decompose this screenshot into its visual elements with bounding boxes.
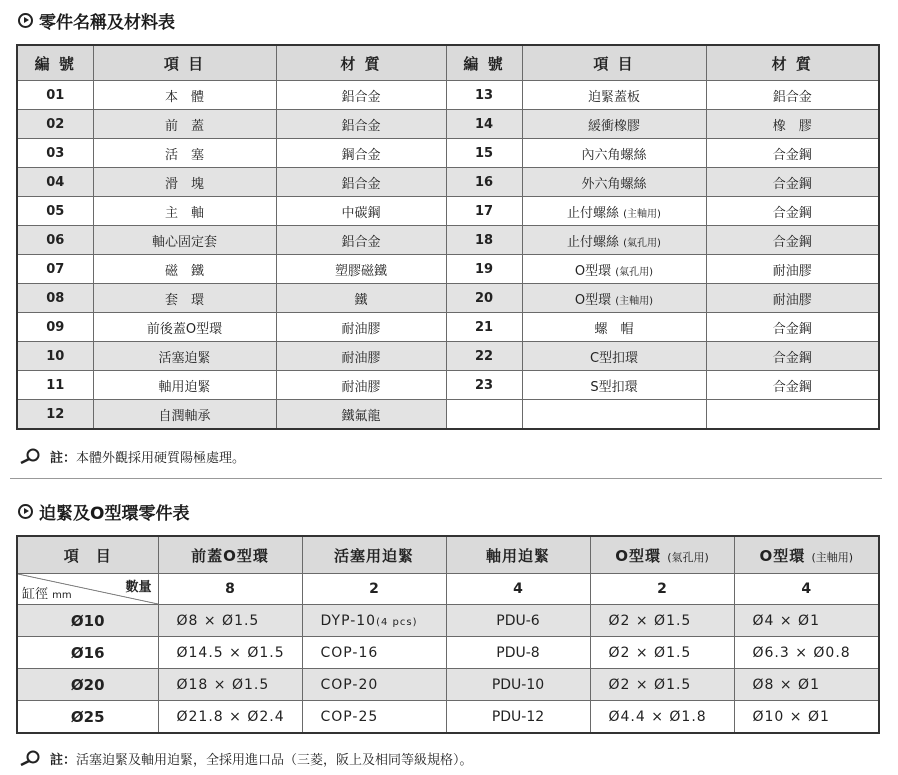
table-header-row: [17, 536, 879, 574]
part-item: 外六角螺絲: [522, 168, 706, 197]
part-material: 耐油膠: [706, 255, 879, 284]
part-material: 耐油膠: [706, 284, 879, 313]
spec-cell: PDU-8: [446, 637, 590, 669]
header-material-left: 材 質: [276, 45, 446, 81]
part-item: 自潤軸承: [93, 400, 276, 430]
quantity-cell: 2: [302, 574, 446, 605]
part-item: O型環 (主軸用): [522, 284, 706, 313]
part-item: C型扣環: [522, 342, 706, 371]
part-material: 合金鋼: [706, 313, 879, 342]
table-row: [17, 669, 879, 701]
part-item: 前後蓋O型環: [93, 313, 276, 342]
empty-cell: [446, 400, 522, 430]
part-material: 鋁合金: [276, 168, 446, 197]
part-material: 合金鋼: [706, 226, 879, 255]
spec-cell: Ø2 × Ø1.5: [590, 669, 734, 701]
spec-cell: COP-20: [302, 669, 446, 701]
part-number: 10: [17, 342, 93, 371]
quantity-cell: 4: [734, 574, 879, 605]
empty-cell: [522, 400, 706, 430]
part-item: 活塞迫緊: [93, 342, 276, 371]
magnifier-icon: [18, 750, 42, 766]
diag-quantity-label: 數量: [125, 580, 152, 595]
part-item: 活 塞: [93, 139, 276, 168]
header-col-3: 軸用迫緊: [446, 536, 590, 574]
part-material: 中碳鋼: [276, 197, 446, 226]
part-number: 08: [17, 284, 93, 313]
part-number: 11: [17, 371, 93, 400]
part-material: 鐵氟龍: [276, 400, 446, 430]
part-material: 鋼合金: [276, 139, 446, 168]
spec-cell: Ø4.4 × Ø1.8: [590, 701, 734, 734]
part-number: 02: [17, 110, 93, 139]
part-item: 主 軸: [93, 197, 276, 226]
table-row: [17, 110, 879, 139]
spec-cell: Ø2 × Ø1.5: [590, 637, 734, 669]
part-item: 內六角螺絲: [522, 139, 706, 168]
spec-cell: Ø21.8 × Ø2.4: [158, 701, 302, 734]
part-material: 合金鋼: [706, 342, 879, 371]
spec-cell: Ø6.3 × Ø0.8: [734, 637, 879, 669]
diagonal-header-cell: [17, 574, 158, 605]
part-item: 螺 帽: [522, 313, 706, 342]
part-item: 止付螺絲 (主軸用): [522, 197, 706, 226]
part-material: 合金鋼: [706, 197, 879, 226]
spec-cell: Ø8 × Ø1: [734, 669, 879, 701]
header-col-5: O型環 (主軸用): [734, 536, 879, 574]
part-material: 耐油膠: [276, 313, 446, 342]
part-item: 緩衝橡膠: [522, 110, 706, 139]
part-material: 橡 膠: [706, 110, 879, 139]
part-number: 21: [446, 313, 522, 342]
table-row: [17, 255, 879, 284]
section2-title: [18, 500, 189, 522]
spec-cell: Ø2 × Ø1.5: [590, 605, 734, 637]
quantity-row: [17, 574, 879, 605]
spec-cell: Ø4 × Ø1: [734, 605, 879, 637]
table-row: [17, 81, 879, 110]
table-row: [17, 701, 879, 734]
table-row: [17, 197, 879, 226]
bore-size: Ø10: [17, 605, 158, 637]
part-item: 滑 塊: [93, 168, 276, 197]
section2-title-text: 迫緊及O型環零件表: [39, 503, 190, 524]
header-col-2: 活塞用迫緊: [302, 536, 446, 574]
parts-material-table: [16, 44, 880, 430]
note-text: 活塞迫緊及軸用迫緊，全採用進口品（三菱，阪上及相同等級規格）。: [76, 752, 473, 768]
bore-size: Ø20: [17, 669, 158, 701]
table-row: [17, 313, 879, 342]
section1-note: [18, 447, 245, 465]
table-row: [17, 400, 879, 430]
part-material: 合金鋼: [706, 371, 879, 400]
part-material: 鋁合金: [276, 110, 446, 139]
part-number: 05: [17, 197, 93, 226]
spec-cell: PDU-12: [446, 701, 590, 734]
diag-bore-label: 缸徑 mm: [22, 587, 72, 602]
part-number: 04: [17, 168, 93, 197]
part-material: 鐵: [276, 284, 446, 313]
table-row: [17, 284, 879, 313]
part-number: 07: [17, 255, 93, 284]
table-row: [17, 605, 879, 637]
quantity-cell: 4: [446, 574, 590, 605]
part-number: 13: [446, 81, 522, 110]
spec-cell: DYP-10(4 pcs): [302, 605, 446, 637]
spec-cell: PDU-10: [446, 669, 590, 701]
part-item: 軸心固定套: [93, 226, 276, 255]
table-row: [17, 342, 879, 371]
part-number: 14: [446, 110, 522, 139]
spec-cell: COP-16: [302, 637, 446, 669]
part-item: 磁 鐵: [93, 255, 276, 284]
header-item: 項 目: [17, 536, 158, 574]
spec-cell: Ø10 × Ø1: [734, 701, 879, 734]
header-item-right: 項 目: [522, 45, 706, 81]
play-circle-icon: [18, 504, 33, 519]
magnifier-icon: [18, 448, 42, 464]
seal-oring-table: [16, 535, 880, 734]
table-row: [17, 371, 879, 400]
header-item-left: 項 目: [93, 45, 276, 81]
quantity-cell: 8: [158, 574, 302, 605]
table-header-row: [17, 45, 879, 81]
spec-cell: Ø8 × Ø1.5: [158, 605, 302, 637]
part-item: 止付螺絲 (氣孔用): [522, 226, 706, 255]
part-material: 耐油膠: [276, 342, 446, 371]
part-number: 20: [446, 284, 522, 313]
part-number: 22: [446, 342, 522, 371]
part-number: 03: [17, 139, 93, 168]
part-item: O型環 (氣孔用): [522, 255, 706, 284]
section2-note: [18, 749, 473, 767]
part-item: 前 蓋: [93, 110, 276, 139]
section-divider: [10, 478, 882, 479]
part-number: 17: [446, 197, 522, 226]
table-row: [17, 168, 879, 197]
part-number: 01: [17, 81, 93, 110]
part-number: 18: [446, 226, 522, 255]
part-number: 19: [446, 255, 522, 284]
table-row: [17, 637, 879, 669]
empty-cell: [706, 400, 879, 430]
table-row: [17, 226, 879, 255]
header-material-right: 材 質: [706, 45, 879, 81]
part-material: 合金鋼: [706, 168, 879, 197]
part-item: 本 體: [93, 81, 276, 110]
part-material: 鋁合金: [276, 226, 446, 255]
note-label: 註：: [50, 450, 77, 466]
part-number: 16: [446, 168, 522, 197]
header-no-left: 編 號: [17, 45, 93, 81]
header-no-right: 編 號: [446, 45, 522, 81]
part-item: 迫緊蓋板: [522, 81, 706, 110]
section1-title: [18, 9, 175, 31]
part-number: 23: [446, 371, 522, 400]
part-material: 合金鋼: [706, 139, 879, 168]
part-number: 15: [446, 139, 522, 168]
part-item: S型扣環: [522, 371, 706, 400]
part-number: 12: [17, 400, 93, 430]
spec-cell: PDU-6: [446, 605, 590, 637]
play-circle-icon: [18, 13, 33, 28]
part-material: 鋁合金: [276, 81, 446, 110]
part-material: 塑膠磁鐵: [276, 255, 446, 284]
note-label: 註：: [50, 752, 77, 768]
bore-size: Ø16: [17, 637, 158, 669]
bore-size: Ø25: [17, 701, 158, 734]
table-row: [17, 139, 879, 168]
header-col-1: 前蓋O型環: [158, 536, 302, 574]
part-material: 鋁合金: [706, 81, 879, 110]
part-number: 06: [17, 226, 93, 255]
note-text: 本體外觀採用硬質陽極處理。: [76, 450, 246, 466]
part-material: 耐油膠: [276, 371, 446, 400]
quantity-cell: 2: [590, 574, 734, 605]
spec-cell: Ø18 × Ø1.5: [158, 669, 302, 701]
part-item: 套 環: [93, 284, 276, 313]
part-number: 09: [17, 313, 93, 342]
section1-title-text: 零件名稱及材料表: [39, 12, 175, 33]
spec-cell: Ø14.5 × Ø1.5: [158, 637, 302, 669]
spec-cell: COP-25: [302, 701, 446, 734]
part-item: 軸用迫緊: [93, 371, 276, 400]
header-col-4: O型環 (氣孔用): [590, 536, 734, 574]
